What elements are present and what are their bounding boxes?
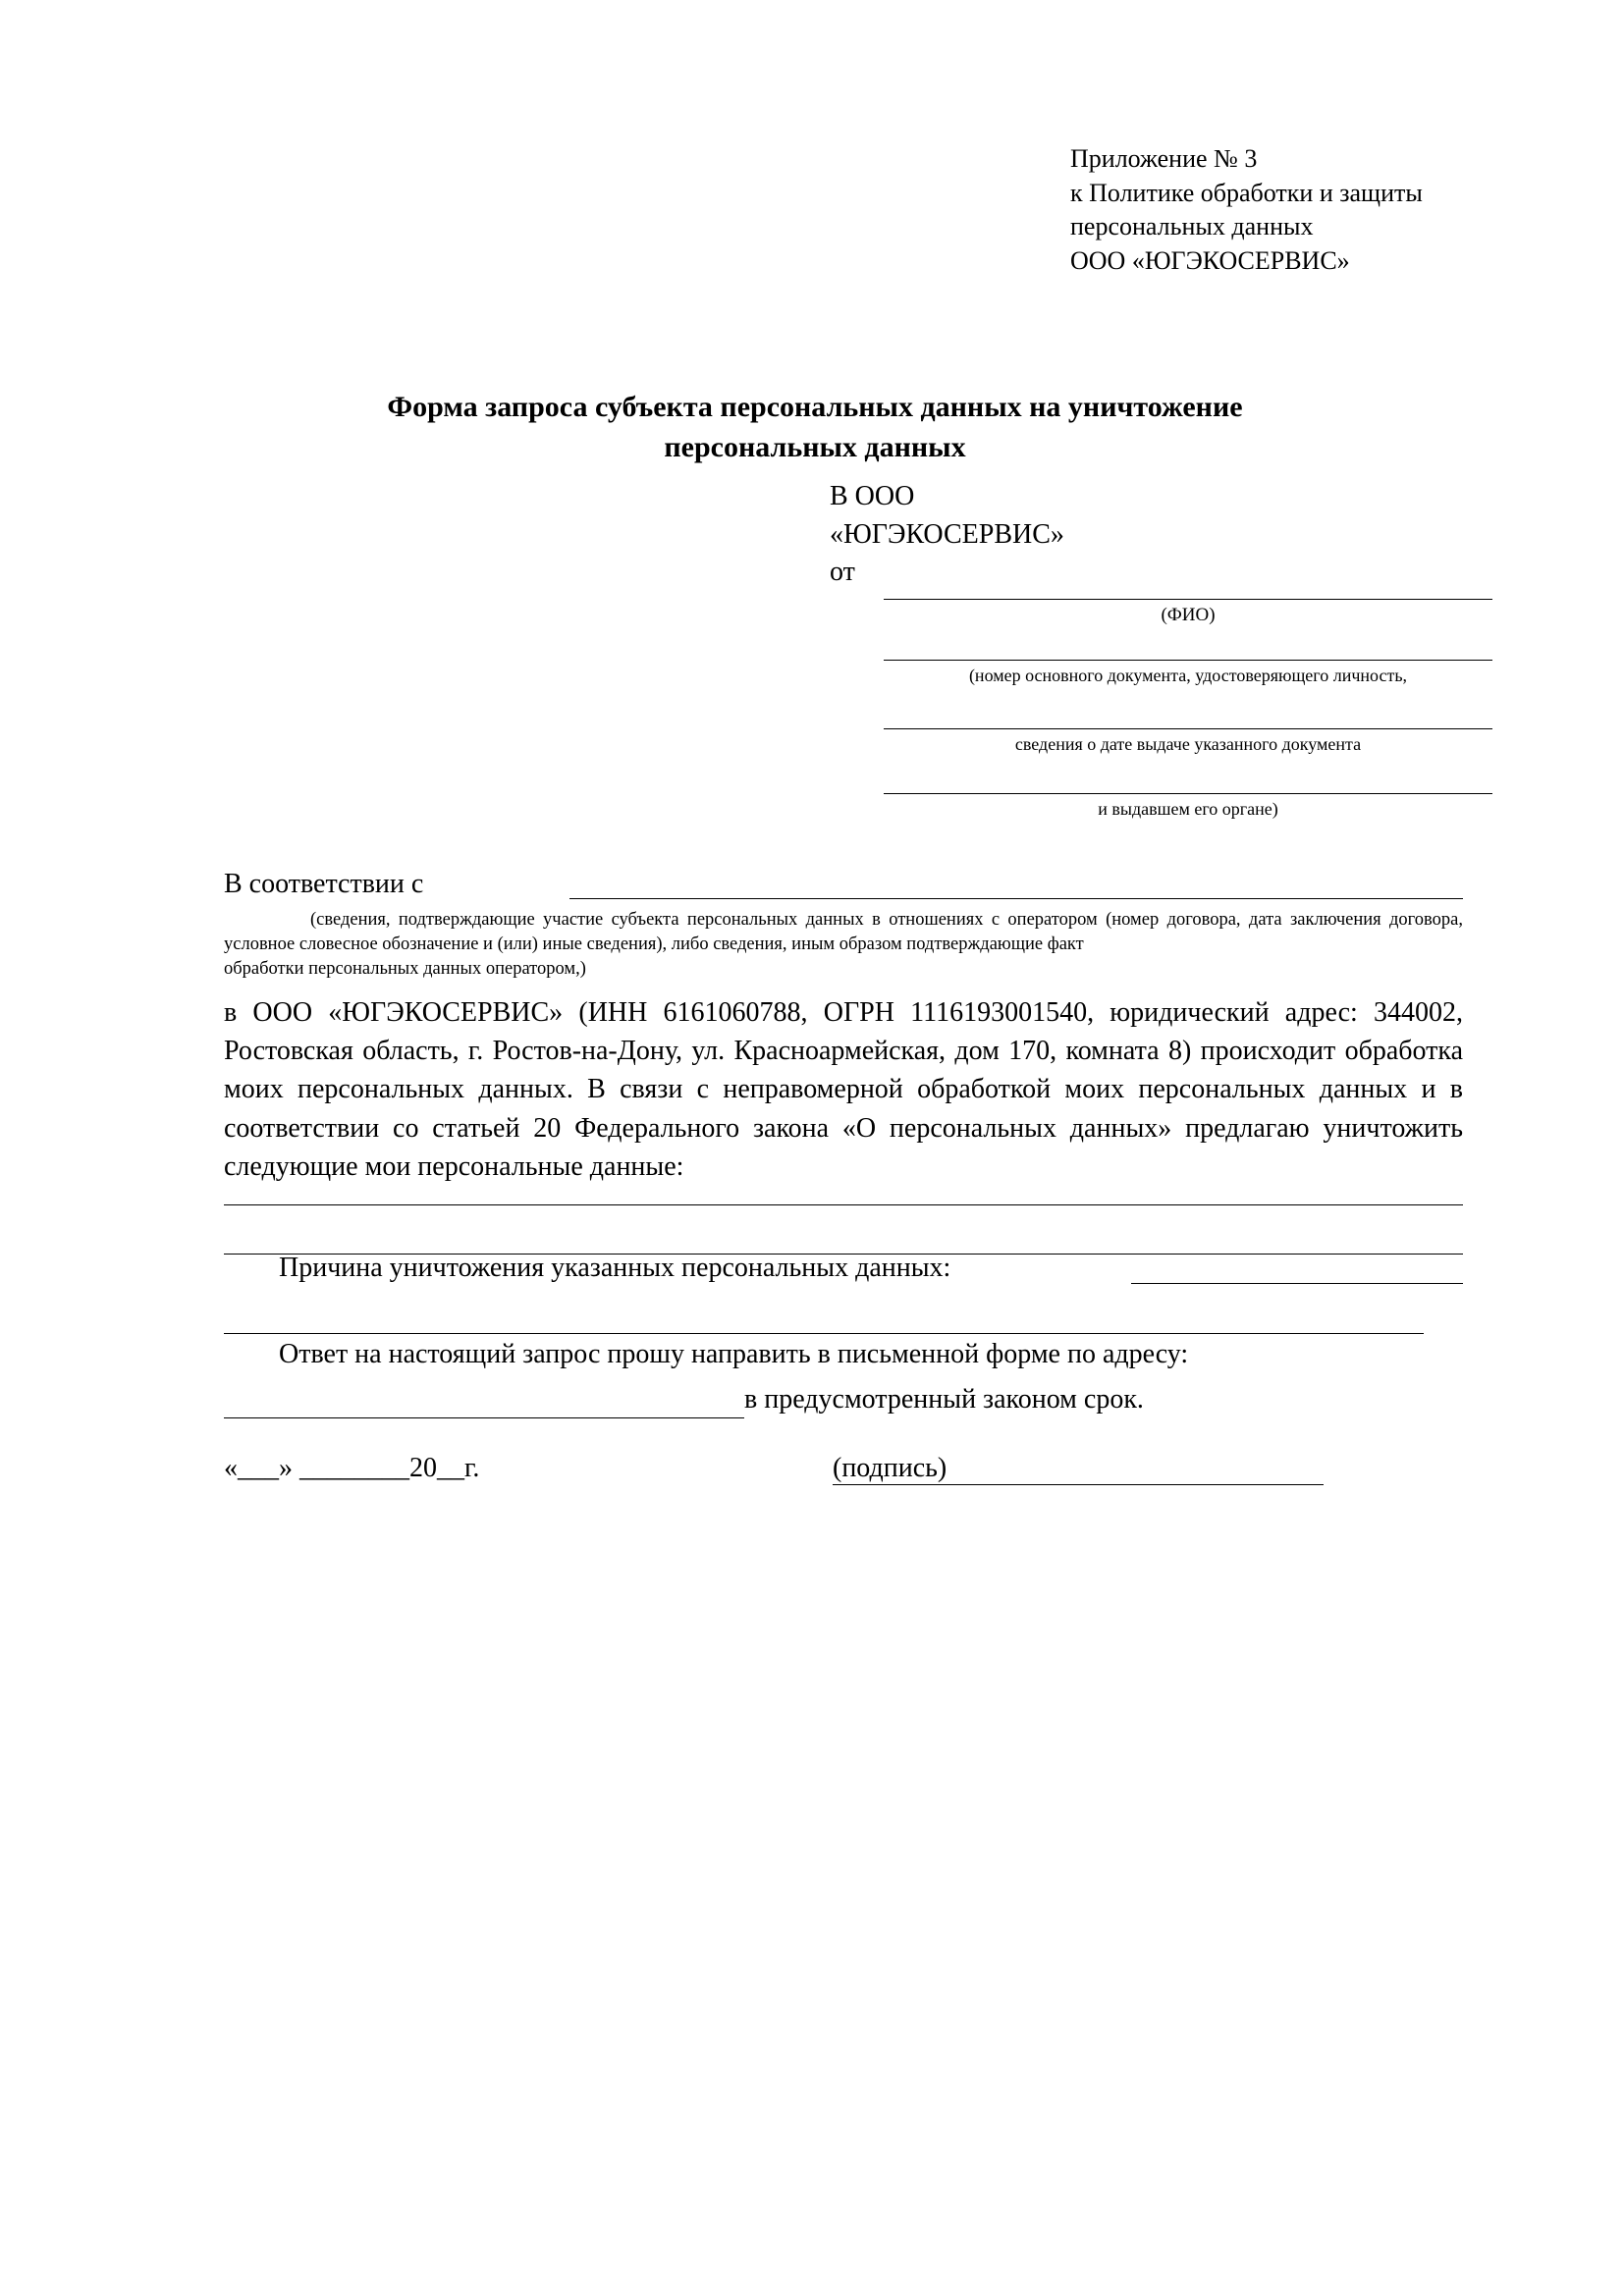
- document-number-caption: (номер основного документа, удостоверяющего личность,: [968, 666, 1408, 685]
- answer-tail: в предусмотренный законом срок.: [744, 1384, 1144, 1415]
- appendix-line-1: Приложение № 3: [1070, 144, 1258, 173]
- signature-label: (подпись): [833, 1453, 947, 1483]
- explanatory-note-last: обработки персональных данных оператором,): [224, 958, 586, 979]
- document-organ-blank-line[interactable]: [884, 793, 1492, 794]
- document-organ-caption: и выдавшем его органе): [1098, 799, 1278, 819]
- document-date-blank-line[interactable]: [884, 728, 1492, 729]
- fio-caption: (ФИО): [1161, 605, 1216, 625]
- appendix-line-2: к Политике обработки и защиты: [1070, 178, 1423, 207]
- explanatory-note: [224, 908, 1463, 982]
- in-accordance-label: В соответствии с: [224, 869, 424, 899]
- date-placeholder[interactable]: «___» ________20__г.: [224, 1453, 480, 1483]
- reason-label: Причина уничтожения указанных персональных данных:: [279, 1253, 951, 1283]
- answer-paragraph: Ответ на настоящий запрос прошу направить в письменной форме по адресу:: [279, 1339, 1189, 1369]
- answer-address-blank-line[interactable]: [224, 1417, 744, 1418]
- reason-blank-line-2[interactable]: [224, 1333, 1424, 1334]
- fio-blank-line[interactable]: [884, 599, 1492, 600]
- appendix-line-4: ООО «ЮГЭКОСЕРВИС»: [1070, 245, 1350, 275]
- explanatory-note-text: (сведения, подтверждающие участие субъекта персональных данных в отношениях с оператором (номер договора, дата заключения договора, условное словесное обозначение и (или) иные сведения), либо сведения, иным образом подтверждающие факт: [224, 910, 1463, 954]
- addressee-block: [830, 478, 1517, 592]
- appendix-line-3: персональных данных: [1070, 212, 1314, 241]
- in-accordance-blank-line[interactable]: [569, 898, 1463, 899]
- addressee-line-1: В ООО: [830, 481, 915, 511]
- document-date-caption: сведения о дате выдаче указанного документа: [1014, 734, 1362, 754]
- title-line-1: Форма запроса субъекта персональных данных на уничтожение: [387, 391, 1243, 423]
- title-line-2: персональных данных: [664, 430, 966, 463]
- addressee-line-2: «ЮГЭКОСЕРВИС»: [830, 518, 1064, 550]
- document-number-blank-line[interactable]: [884, 660, 1492, 661]
- signature-blank-line[interactable]: [833, 1484, 1324, 1485]
- appendix-header: [1070, 142, 1581, 278]
- data-list-blank-line-1[interactable]: [224, 1204, 1463, 1205]
- main-paragraph: в ООО «ЮГЭКОСЕРВИС» (ИНН 6161060788, ОГРН 1116193001540, юридический адрес: 344002, Ростовская область, г. Ростов-на-Дону, ул. Красноармейская, дом 170, комната 8) происходит обработка моих персональных данных. В связи с неправомерной обработкой моих персональных данных и в соответствии со статьей 20 Федерального закона «О персональных данных» предлагаю уничтожить следующие мои персональные данные:: [224, 997, 1463, 1182]
- page-title: [236, 388, 1394, 467]
- addressee-line-3: от: [830, 557, 855, 588]
- reason-blank-line-1[interactable]: [1131, 1283, 1463, 1284]
